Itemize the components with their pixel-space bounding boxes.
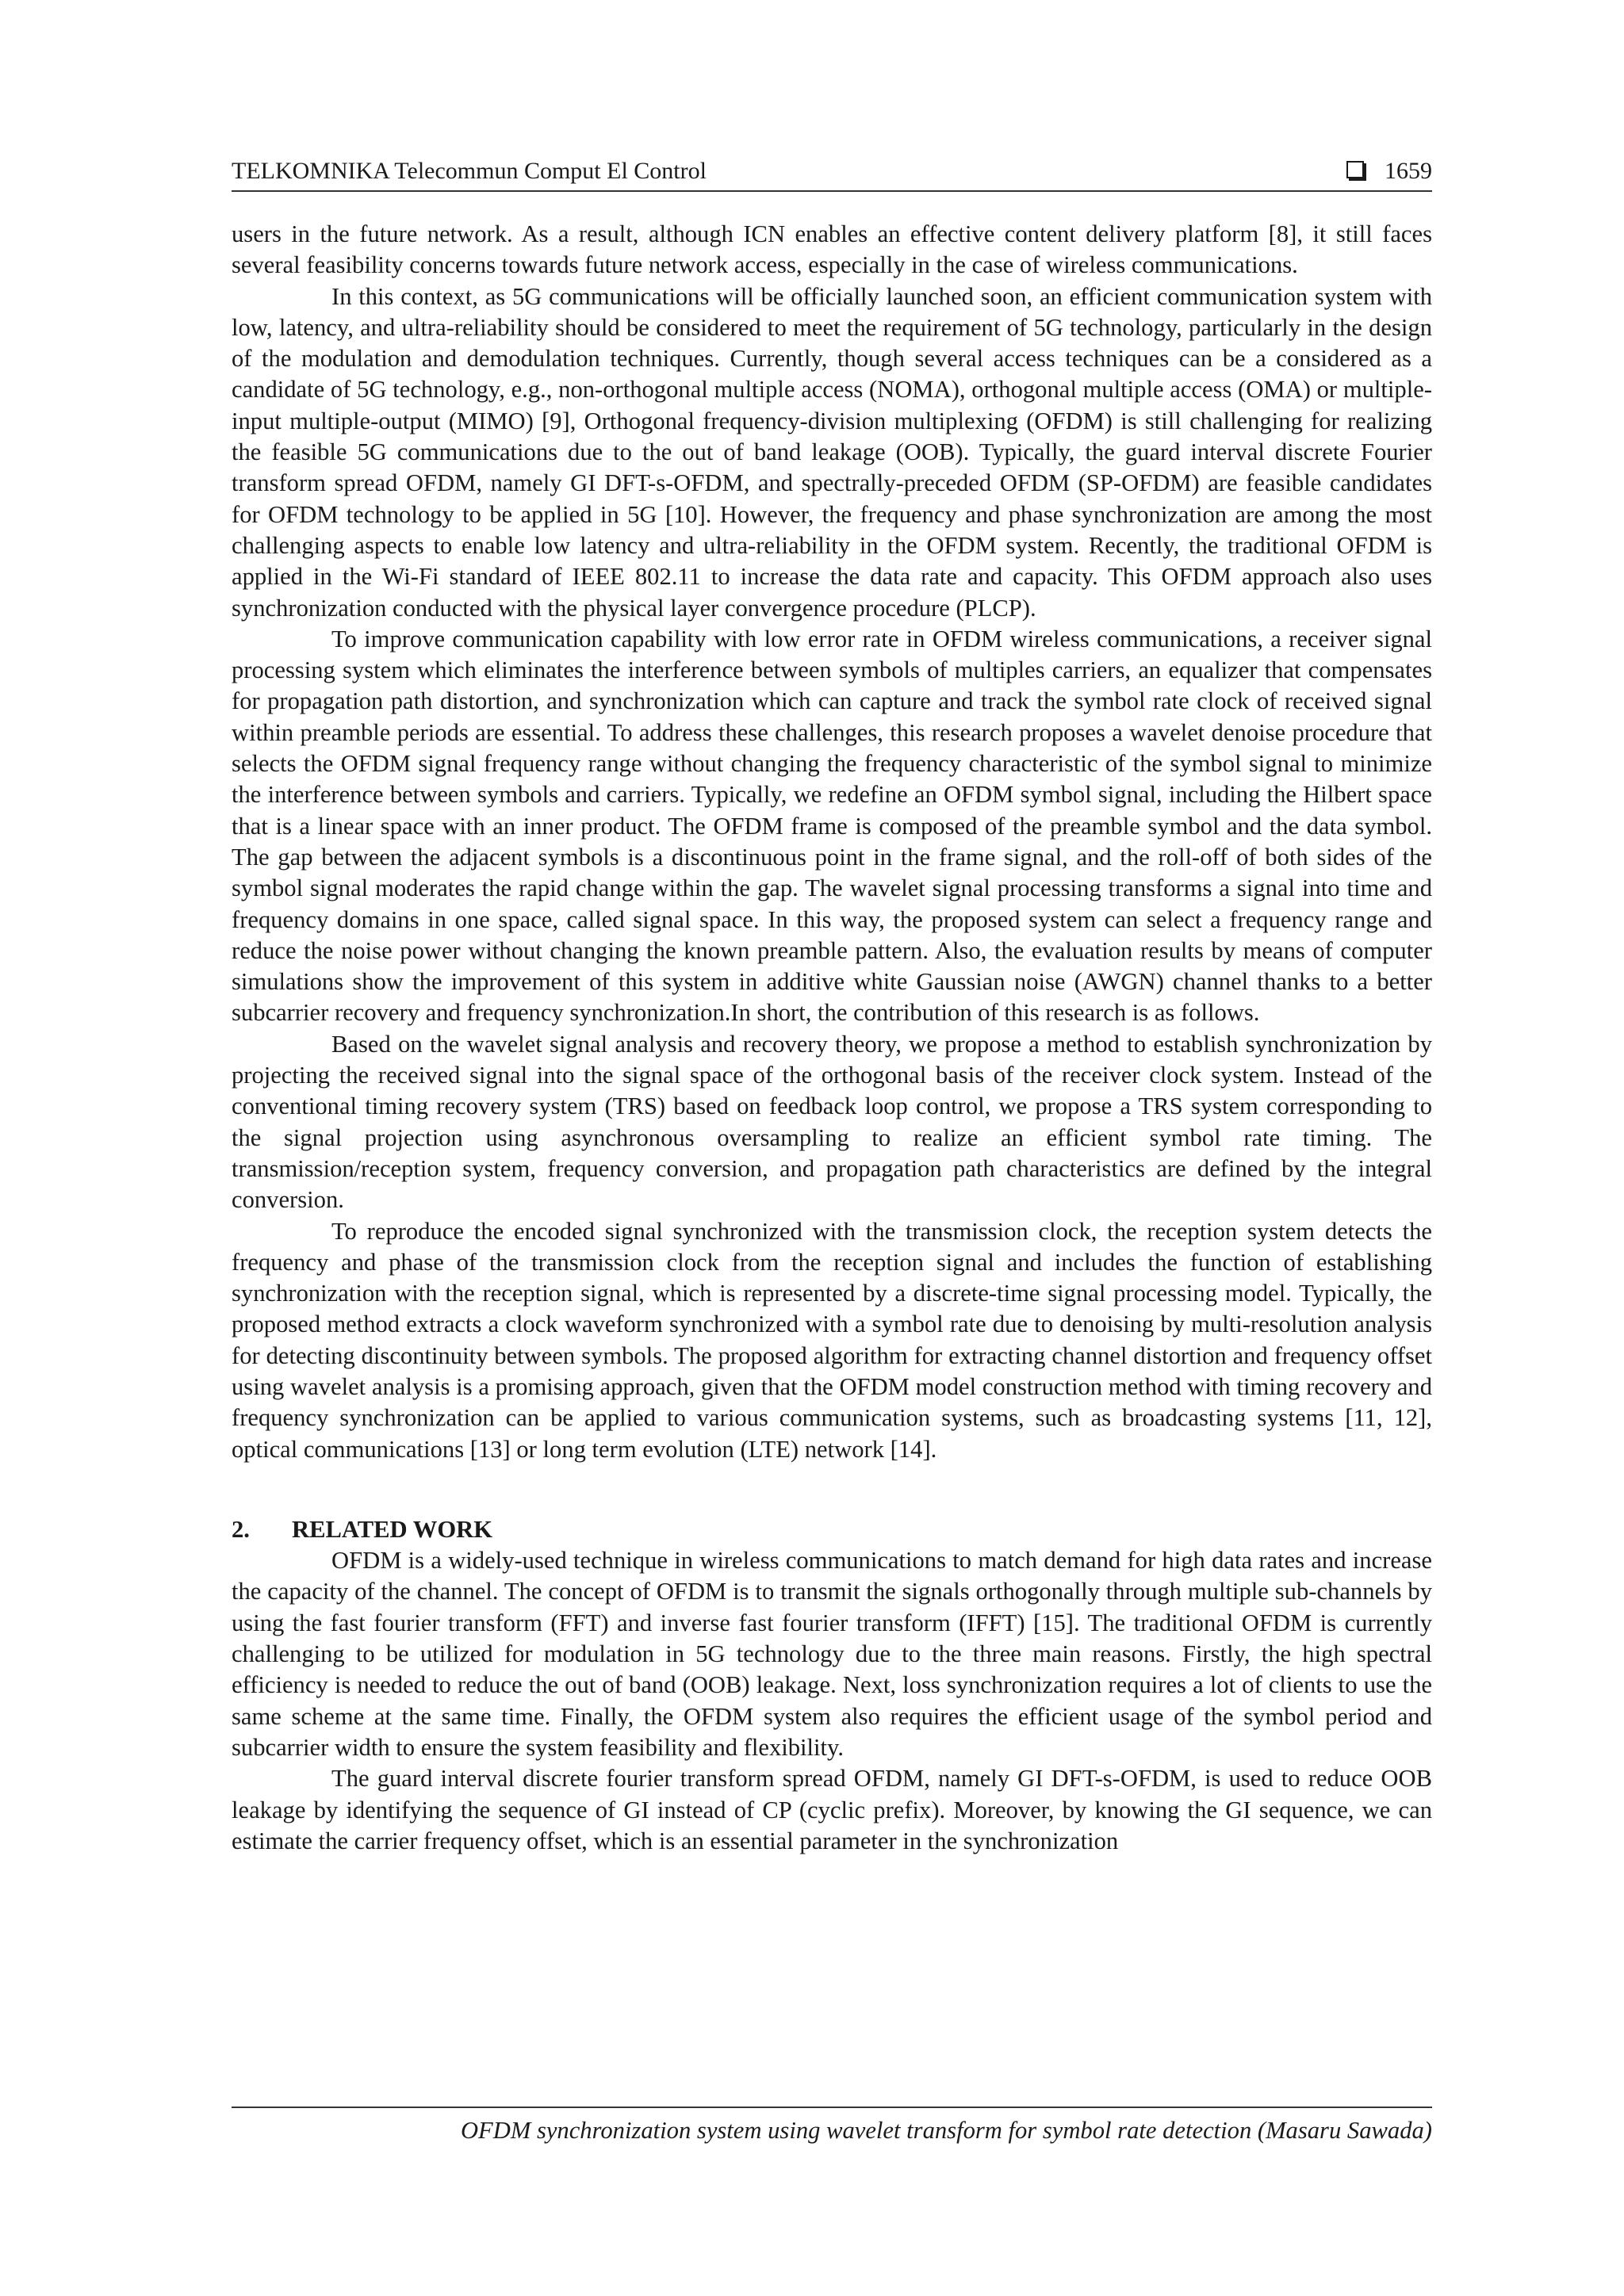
paragraph: Based on the wavelet signal analysis and recovery theory, we propose a method to establish synchronization by projecting the received signal into the signal space of the orthogonal basis of the receiver clock system. Instead of the conventional timing recovery system (TRS) based on feedback loop control, we propose a TRS system corresponding to the signal projection using asynchronous oversampling to realize an efficient symbol rate timing. The transmission/reception system, frequency conversion, and propagation path characteristics are defined by the integral conversion. bbox=[232, 1030, 1432, 1214]
paragraph: In this context, as 5G communications will be officially launched soon, an efficient communication system with low, latency, and ultra-reliability should be considered to meet the requirement of 5G technology, particularly in the design of the modulation and demodulation techniques. Currently, though several access techniques can be a considered as a candidate of 5G technology, e.g., non-orthogonal multiple access (NOMA), orthogonal multiple access (OMA) or multiple-input multiple-output (MIMO) [9], Orthogonal frequency-division multiplexing (OFDM) is still challenging for realizing the feasible 5G communications due to the out of band leakage (OOB). Typically, the guard interval discrete Fourier transform spread OFDM, namely GI DFT-s-OFDM, and spectrally-preceded OFDM (SP-OFDM) are feasible candidates for OFDM technology to be applied in 5G [10]. However, the frequency and phase synchronization are among the most challenging aspects to enable low latency and ultra-reliability in the OFDM system. Recently, the traditional OFDM is applied in the Wi-Fi standard of IEEE 802.11 to increase the data rate and capacity. This OFDM approach also uses synchronization conducted with the physical layer convergence procedure (PLCP). bbox=[232, 282, 1432, 622]
paragraph: To reproduce the encoded signal synchronized with the transmission clock, the reception system detects the frequency and phase of the transmission clock from the reception signal and includes the function of establishing synchronization with the reception signal, which is represented by a discrete-time signal processing model. Typically, the proposed method extracts a clock waveform synchronized with a symbol rate due to denoising by multi-resolution analysis for detecting discontinuity between symbols. The proposed algorithm for extracting channel distortion and frequency offset using wavelet analysis is a promising approach, given that the OFDM model construction method with timing recovery and frequency synchronization can be applied to various communication systems, such as broadcasting systems [11, 12], optical communications [13] or long term evolution (LTE) network [14]. bbox=[232, 1217, 1432, 1463]
page-number-group bbox=[1346, 155, 1432, 187]
paragraph: To improve communication capability with low error rate in OFDM wireless communications, a receiver signal processing system which eliminates the interference between symbols of multiples carriers, an equalizer that compensates for propagation path distortion, and synchronization which can capture and track the symbol rate clock of received signal within preamble periods are essential. To address these challenges, this research proposes a wavelet denoise procedure that selects the OFDM signal frequency range without changing the frequency characteristic of the symbol signal to minimize the interference between symbols and carriers. Typically, we redefine an OFDM symbol signal, including the Hilbert space that is a linear space with an inner product. The OFDM frame is composed of the preamble symbol and the data symbol. The gap between the adjacent symbols is a discontinuous point in the frame signal, and the roll-off of both sides of the symbol signal moderates the rapid change within the gap. The wavelet signal processing transforms a signal into time and frequency domains in one space, called signal space. In this way, the proposed system can select a frequency range and reduce the noise power without changing the known preamble pattern. Also, the evaluation results by means of computer simulations show the improvement of this system in additive white Gaussian noise (AWGN) channel thanks to a better subcarrier recovery and frequency synchronization.In short, the contribution of this research is as follows. bbox=[232, 625, 1432, 1027]
paragraph: users in the future network. As a result, although ICN enables an effective content delivery platform [8], it still faces several feasibility concerns towards future network access, especially in the case of wireless communications. bbox=[232, 220, 1432, 279]
page-header bbox=[232, 155, 1432, 192]
square-box-icon bbox=[1346, 161, 1364, 178]
paragraph: The guard interval discrete fourier transform spread OFDM, namely GI DFT-s-OFDM, is used to reduce OOB leakage by identifying the sequence of GI instead of CP (cyclic prefix). Moreover, by knowing the GI sequence, we can estimate the carrier frequency offset, which is an essential parameter in the synchronization bbox=[232, 1765, 1432, 1854]
section-number: 2. bbox=[232, 1515, 250, 1543]
section-heading bbox=[232, 1514, 1432, 1545]
page-footer bbox=[232, 2107, 1432, 2146]
journal-title: TELKOMNIKA Telecommun Comput El Control bbox=[232, 158, 707, 184]
section-title: RELATED WORK bbox=[292, 1515, 493, 1543]
article-body bbox=[232, 219, 1432, 1857]
footer-article-title: OFDM synchronization system using wavelet transform for symbol rate detection (Masaru Sawada) bbox=[460, 2117, 1432, 2144]
page-number: 1659 bbox=[1385, 158, 1432, 184]
paragraph: OFDM is a widely-used technique in wireless communications to match demand for high data rates and increase the capacity of the channel. The concept of OFDM is to transmit the signals orthogonally through multiple sub-channels by using the fast fourier transform (FFT) and inverse fast fourier transform (IFFT) [15]. The traditional OFDM is currently challenging to be utilized for modulation in 5G technology due to the three main reasons. Firstly, the high spectral efficiency is needed to reduce the out of band (OOB) leakage. Next, loss synchronization requires a lot of clients to use the same scheme at the same time. Finally, the OFDM system also requires the efficient usage of the symbol period and subcarrier width to ensure the system feasibility and flexibility. bbox=[232, 1547, 1432, 1761]
